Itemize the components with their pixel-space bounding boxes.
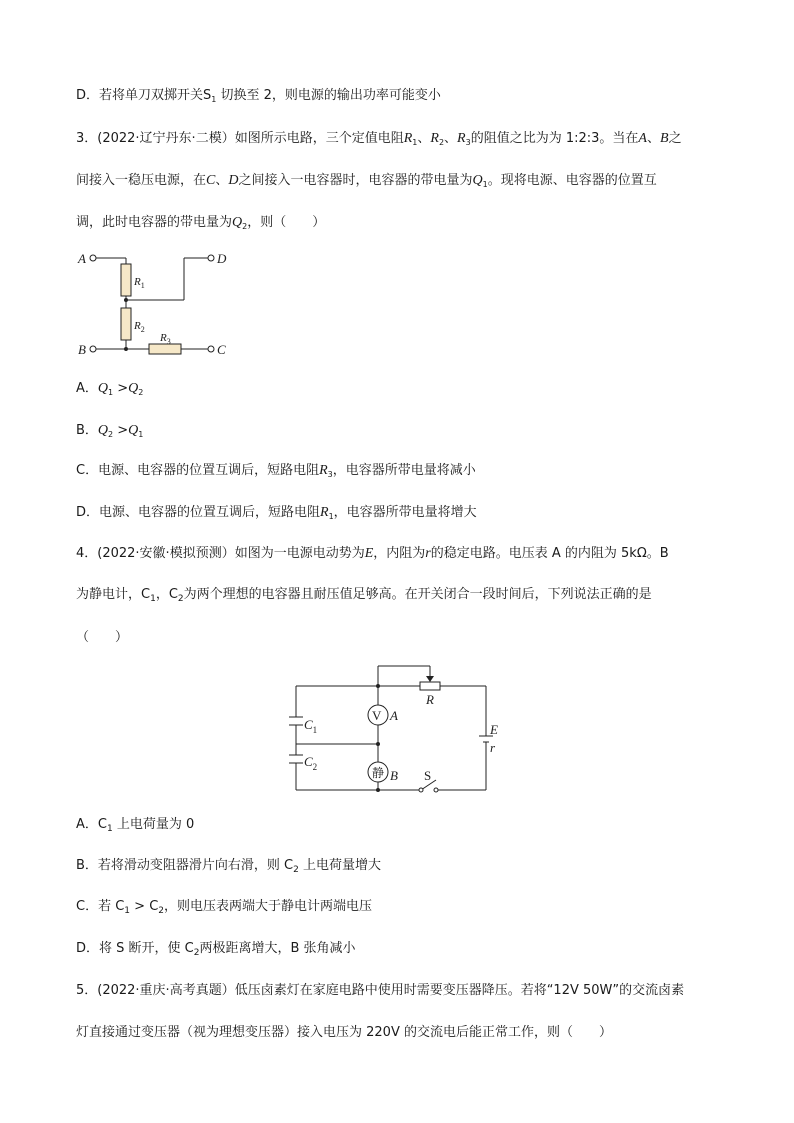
label-C: C — [217, 342, 226, 357]
label-C1: $C_1$ — [304, 717, 318, 735]
voltmeter-symbol: V — [372, 708, 382, 723]
q3-option-c: C．电源、电容器的位置互调后，短路电阻$R_3$，电容器所带电量将减小 — [76, 463, 476, 479]
q3-option-d: D．电源、电容器的位置互调后，短路电阻$R_1$，电容器所带电量将增大 — [76, 505, 477, 521]
label-A: A — [390, 708, 398, 723]
q4-stem-line-2: 为静电计，$C_1$，$C_2$为两个理想的电容器且耐压值足够高。在开关闭合一段时间后，下列说法正确的是 — [76, 587, 652, 604]
label-D: D — [217, 251, 227, 266]
q3-option-a: A．$Q_1 >Q_2$ — [76, 381, 144, 397]
q3-circuit-diagram — [76, 250, 246, 362]
q3-option-b: B．$Q_2 >Q_1$ — [76, 423, 144, 439]
label-B: B — [78, 342, 86, 357]
q3-stem-line-2: 间接入一稳压电源，在C、D之间接入一电容器时，电容器的带电量为$Q_1$。现将电源、电容器的位置互 — [76, 173, 657, 189]
q3-stem-line-3: 调，此时电容器的带电量为$Q_2$，则（ ） — [76, 215, 326, 231]
label-B: B — [390, 768, 398, 783]
q4-stem-line-3: （ ） — [76, 630, 129, 645]
q3-stem-line-1: 3．(2022·辽宁丹东·二模）如图所示电路，三个定值电阻$R_1$、$R_2$、$R_3$的阻值之比为为 1:2:3。当在A、B之 — [76, 131, 682, 147]
label-R1: $R_1$ — [134, 276, 145, 290]
q4-option-a: A．$C_1$ 上电荷量为 0 — [76, 817, 195, 834]
q5-stem-line-2: 灯直接通过变压器（视为理想变压器）接入电压为 220V 的交流电后能正常工作，则（ ） — [76, 1025, 612, 1040]
q4-option-c: C．若 $C_1 > C_2$，则电压表两端大于静电计两端电压 — [76, 899, 373, 916]
label-S: S — [424, 768, 432, 783]
label-R: R — [426, 692, 434, 707]
q5-stem-line-1: 5．(2022·重庆·高考真题）低压卤素灯在家庭电路中使用时需要变压器降压。若将“12V 50W”的交流卤素 — [76, 983, 685, 998]
q4-circuit-diagram — [286, 662, 511, 798]
q4-option-b: B．若将滑动变阻器滑片向右滑，则 $C_2$ 上电荷量增大 — [76, 858, 382, 875]
label-r: r — [490, 740, 496, 755]
q4-option-d: D．将 S 断开，使 $C_2$两极距离增大，B 张角减小 — [76, 941, 356, 958]
q2-option-d: D．若将单刀双掷开关$S_1$ 切换至 2，则电源的输出功率可能变小 — [76, 88, 441, 104]
label-C2: $C_2$ — [304, 754, 318, 772]
label-E: E — [490, 722, 498, 737]
label-R2: $R_2$ — [134, 320, 145, 334]
electrometer-symbol: 静 — [372, 766, 385, 780]
label-R3: $R_3$ — [160, 332, 171, 346]
q4-stem-line-1: 4．(2022·安徽·模拟预测）如图为一电源电动势为E，内阻为r的稳定电路。电压表 A 的内阻为 5kΩ。B — [76, 546, 669, 561]
label-A: A — [78, 251, 86, 266]
